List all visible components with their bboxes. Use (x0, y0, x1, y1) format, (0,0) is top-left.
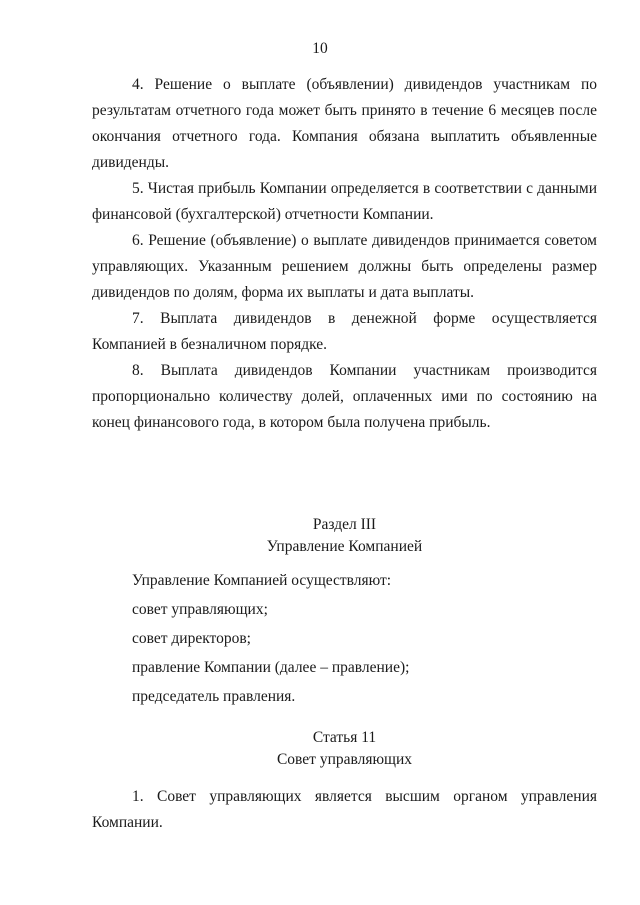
list-item: правление Компании (далее – правление); (132, 659, 410, 676)
section-label: Раздел III (312, 516, 377, 533)
dividends-paragraphs (92, 72, 597, 436)
paragraph-8: 8. Выплата дивидендов Компании участникам производится пропорционально количеству долей, оплаченных ими по состоянию на конец финансового года, в котором была получена прибыль. (92, 362, 597, 431)
article-label: Статья 11 (312, 729, 377, 746)
list-item: председатель правления. (132, 688, 296, 705)
paragraph-7: 7. Выплата дивидендов в денежной форме осуществляется Компанией в безналичном порядке. (92, 310, 597, 353)
section-title: Управление Компанией (266, 538, 423, 555)
list-item: совет директоров; (132, 630, 251, 647)
management-intro: Управление Компанией осуществляют: (132, 572, 392, 589)
article-paragraph-1: 1. Совет управляющих является высшим органом управления Компании. (92, 788, 597, 831)
management-list (132, 566, 597, 711)
paragraph-6: 6. Решение (объявление) о выплате дивидендов принимается советом управляющих. Указанным решением должны быть определены размер дивидендов по долям, форма их выплаты и дата выплаты. (92, 232, 597, 301)
article-title: Совет управляющих (276, 751, 413, 768)
paragraph-4: 4. Решение о выплате (объявлении) дивидендов участникам по результатам отчетного года может быть принято в течение 6 месяцев после окончания отчетного года. Компания обязана выплатить объявленные дивиденды. (92, 76, 597, 171)
paragraph-5: 5. Чистая прибыль Компании определяется в соответствии с данными финансовой (бухгалтерской) отчетности Компании. (92, 180, 597, 223)
article-heading (92, 727, 597, 771)
section-heading (92, 514, 597, 558)
list-item: совет управляющих; (132, 601, 268, 618)
page-number: 10 (312, 40, 328, 57)
article-paragraphs (92, 784, 597, 836)
